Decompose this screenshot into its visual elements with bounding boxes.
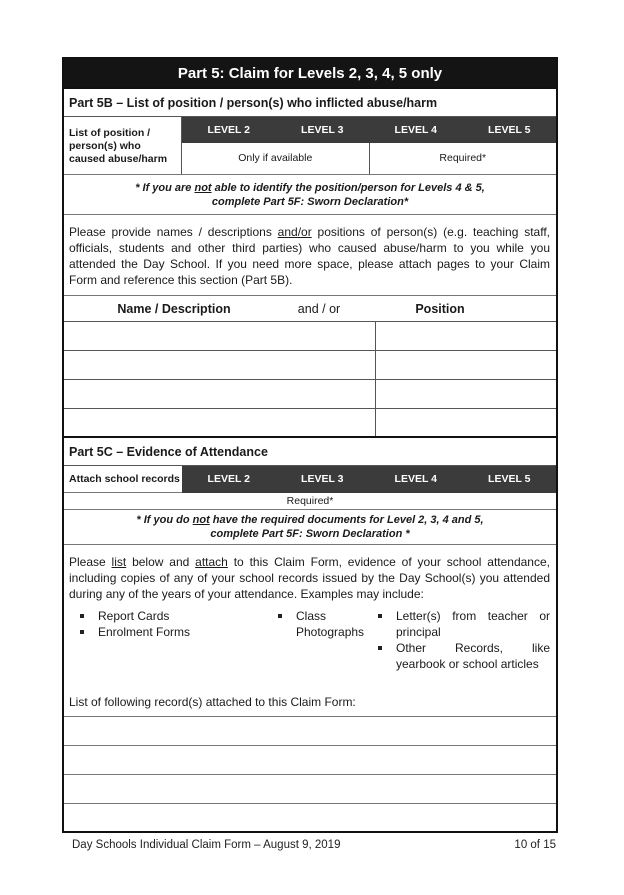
claim-form-part-5: [62, 57, 558, 833]
note-emphasis: not: [192, 514, 210, 526]
record-line-2[interactable]: [64, 746, 556, 775]
example-item: Enrolment Forms: [78, 624, 276, 640]
name-input-1[interactable]: [64, 322, 376, 350]
level-header-row: [182, 466, 556, 493]
position-input-2[interactable]: [376, 351, 556, 379]
part-5c-title: Part 5C – Evidence of Attendance: [64, 438, 556, 466]
level-3-header: LEVEL 3: [301, 124, 344, 136]
part-5c-instructions: [64, 545, 556, 604]
instructions-emphasis: and/or: [277, 225, 312, 239]
note-text: complete Part 5F: Sworn Declaration *: [210, 528, 410, 540]
level-5-header: LEVEL 5: [488, 124, 531, 136]
part-5b-note: [64, 175, 556, 215]
instructions-text: below and: [126, 555, 196, 569]
note-emphasis: not: [194, 182, 212, 194]
footer-doc-title: Day Schools Individual Claim Form – August 9, 2019: [72, 839, 341, 851]
example-item: Report Cards: [78, 608, 276, 624]
level-5-header: LEVEL 5: [488, 473, 531, 485]
table-row: [64, 351, 556, 380]
note-text: have the required documents for Level 2, 3, 4 and 5,: [209, 514, 484, 526]
note-text: * If you do: [136, 514, 193, 526]
name-input-4[interactable]: [64, 409, 376, 436]
level-4-header: LEVEL 4: [394, 124, 437, 136]
instructions-emphasis: list: [111, 555, 127, 569]
example-item: Class Photographs: [276, 608, 376, 640]
col-position: Position: [415, 302, 465, 316]
page-footer: [72, 839, 556, 851]
record-line-3[interactable]: [64, 775, 556, 804]
part-5b-instructions: [64, 215, 556, 296]
example-item: Other Records, like yearbook or school articles: [376, 640, 550, 672]
level-4-header: LEVEL 4: [394, 473, 437, 485]
instructions-text: Please provide names / descriptions: [69, 225, 278, 239]
example-item: Letter(s) from teacher or principal: [376, 608, 550, 640]
record-line-4[interactable]: [64, 804, 556, 833]
part-5b-row-label: List of position / person(s) who caused abuse/harm: [64, 117, 182, 174]
note-text: able to identify the position/person for Levels 4 & 5,: [211, 182, 485, 194]
note-text: * If you are: [135, 182, 195, 194]
part-5b-title: Part 5B – List of position / person(s) who inflicted abuse/harm: [64, 89, 556, 117]
part-5-header: Part 5: Claim for Levels 2, 3, 4, 5 only: [64, 59, 556, 89]
name-input-2[interactable]: [64, 351, 376, 379]
instructions-text: Please: [69, 555, 112, 569]
abuser-table-header: [64, 296, 556, 322]
part-5c-levels-grid: [64, 466, 556, 493]
col-and-or: and / or: [297, 302, 341, 316]
note-text: complete Part 5F: Sworn Declaration*: [211, 196, 409, 208]
instructions-text: positions of person(s) (e.g. teaching staff, officials, students and other third parties) who caused abuse/harm to you while you attended the Day School. If you need more space, please attach pages to your Claim Form and reference this section (Part 5B).: [69, 225, 551, 287]
name-input-3[interactable]: [64, 380, 376, 408]
abuser-table: [64, 296, 556, 438]
instructions-text: to this Claim Form, evidence of your school attendance, including copies of any of your school records issued by the Day School(s) you attended during any of the years of your attendance. Examples may include:: [69, 555, 550, 601]
level-3-header: LEVEL 3: [301, 473, 344, 485]
position-input-3[interactable]: [376, 380, 556, 408]
record-line-1[interactable]: [64, 717, 556, 746]
col-name-description: Name / Description: [117, 302, 231, 316]
part-5c-note: [64, 510, 556, 545]
part-5c-row-label: Attach school records: [69, 473, 180, 485]
examples-list: [64, 604, 556, 672]
position-input-4[interactable]: [376, 409, 556, 436]
table-row: [64, 322, 556, 351]
part-5c-requirement: Required*: [64, 493, 556, 510]
requirement-levels-4-5: Required*: [439, 152, 487, 164]
table-row: [64, 380, 556, 409]
position-input-1[interactable]: [376, 322, 556, 350]
instructions-emphasis: attach: [195, 555, 228, 569]
part-5b-levels-grid: [64, 117, 556, 175]
records-list-label: List of following record(s) attached to this Claim Form:: [64, 672, 556, 717]
records-list: [64, 717, 556, 833]
level-2-header: LEVEL 2: [207, 473, 250, 485]
requirement-levels-2-3: Only if available: [182, 143, 370, 174]
table-row: [64, 409, 556, 438]
level-header-row: [182, 117, 556, 143]
level-2-header: LEVEL 2: [207, 124, 250, 136]
page-number: 10 of 15: [514, 839, 556, 851]
